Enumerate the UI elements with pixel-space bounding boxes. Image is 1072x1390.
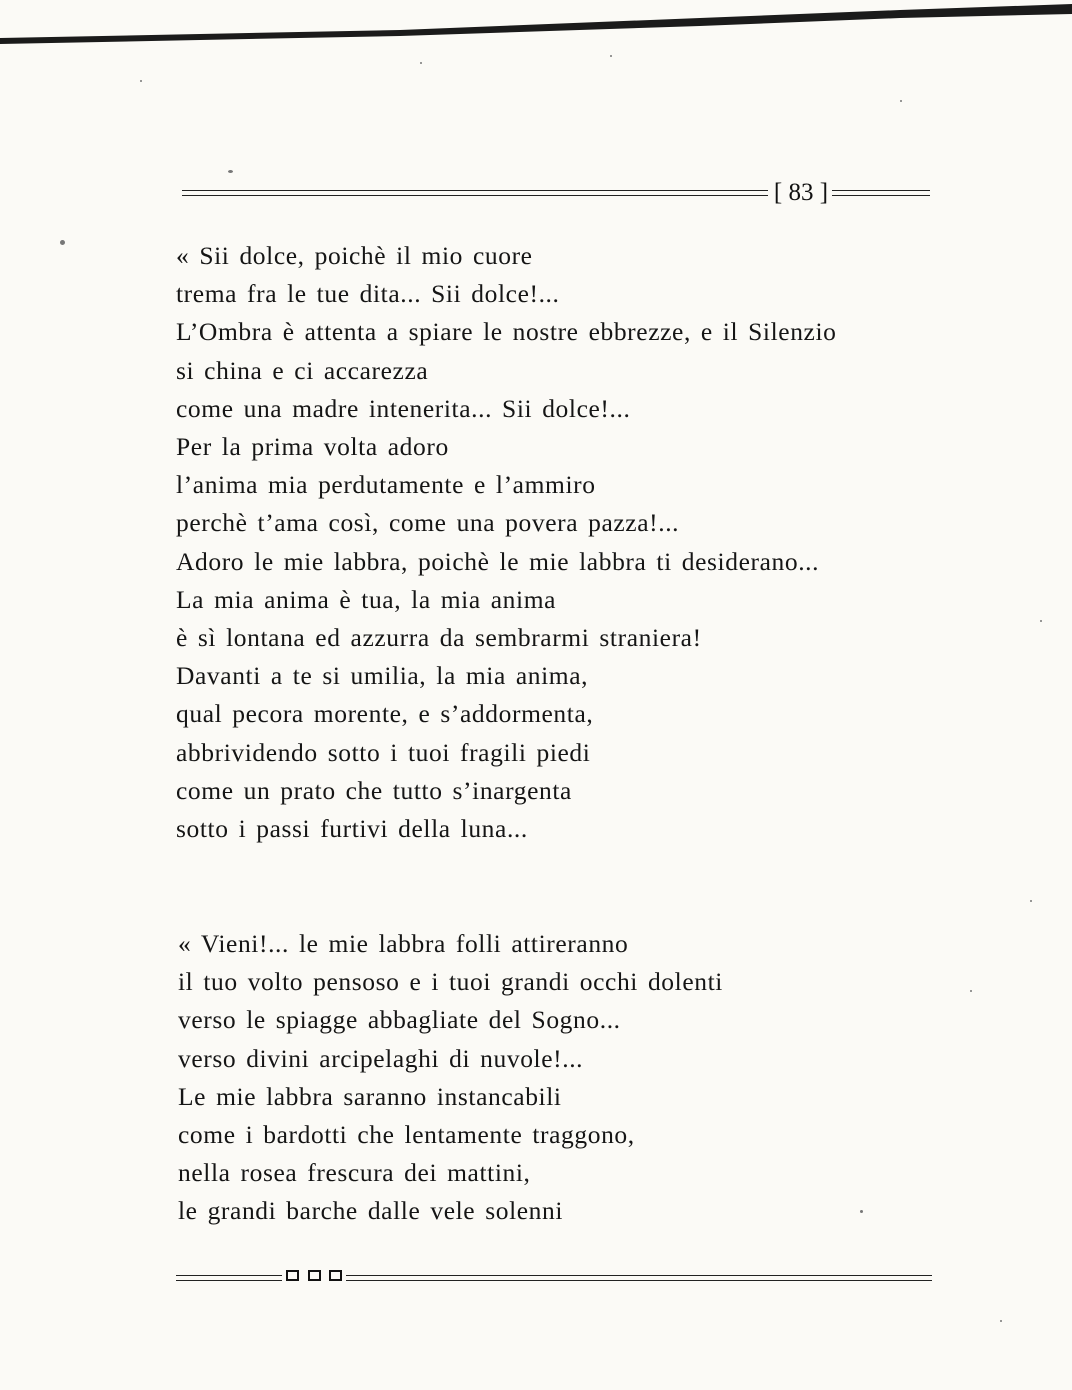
page-edge-shadow <box>0 0 1072 44</box>
poem-line: verso divini arcipelaghi di nuvole!... <box>178 1043 584 1073</box>
footer-rule-right <box>346 1275 932 1281</box>
page-footer <box>176 1268 932 1288</box>
poem-line: « Sii dolce, poichè il mio cuore <box>176 241 533 270</box>
ornament-square-icon <box>329 1270 342 1281</box>
poem-line: perchè t’ama così, come una povera pazza!... <box>176 508 680 538</box>
poem-line: La mia anima è tua, la mia anima <box>176 584 557 614</box>
poem-line: le grandi barche dalle vele solenni <box>178 1196 564 1226</box>
poem-line: L’Ombra è attenta a spiare le nostre ebbrezze, e il Silenzio <box>176 317 837 347</box>
poem-line: Le mie labbra saranno instancabili <box>178 1081 562 1111</box>
stanza-1 <box>176 237 837 848</box>
poem-line: come i bardotti che lentamente traggono, <box>178 1120 635 1150</box>
poem-line: Adoro le mie labbra, poichè le mie labbra ti desiderano... <box>176 546 820 576</box>
poem-line: come una madre intenerita... Sii dolce!... <box>176 393 631 423</box>
poem-line: si china e ci accarezza <box>176 355 429 385</box>
poem-line: trema fra le tue dita... Sii dolce!... <box>176 279 560 309</box>
stanza-2 <box>178 925 723 1231</box>
ornament-square-icon <box>286 1270 299 1281</box>
poem-line: l’anima mia perdutamente e l’ammiro <box>176 470 596 500</box>
poem-line: Per la prima volta adoro <box>176 432 449 462</box>
poem-line: è sì lontana ed azzurra da sembrarmi straniera! <box>176 623 702 653</box>
header-rule-left <box>182 190 768 196</box>
page-number: [ 83 ] <box>773 179 829 206</box>
poem-line: sotto i passi furtivi della luna... <box>176 814 528 844</box>
poem-line: il tuo volto pensoso e i tuoi grandi occhi dolenti <box>178 967 723 997</box>
scan-top-edge <box>0 0 1072 44</box>
poem-line: « Vieni!... le mie labbra folli attireranno <box>178 929 629 958</box>
footer-ornament-icon <box>286 1270 342 1284</box>
poem-line: Davanti a te si umilia, la mia anima, <box>176 661 589 691</box>
poem-line: qual pecora morente, e s’addormenta, <box>176 699 594 729</box>
poem-line: come un prato che tutto s’inargenta <box>176 775 572 805</box>
ornament-square-icon <box>308 1270 321 1281</box>
poem-line: verso le spiagge abbagliate del Sogno... <box>178 1005 621 1035</box>
poem-line: nella rosea frescura dei mattini, <box>178 1158 531 1188</box>
page-header <box>182 178 930 208</box>
header-rule-right <box>832 190 930 196</box>
poem-line: abbrividendo sotto i tuoi fragili piedi <box>176 737 591 767</box>
footer-rule-left <box>176 1275 282 1281</box>
